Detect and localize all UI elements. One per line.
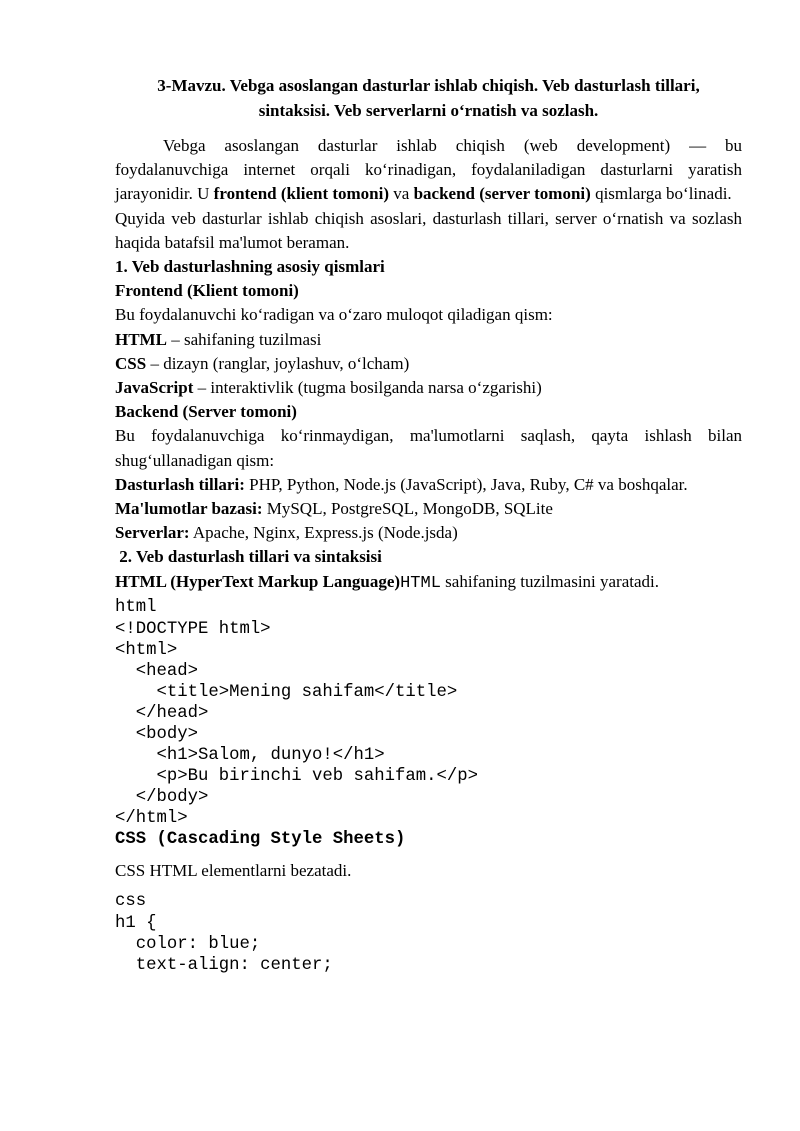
css-desc: – dizayn (ranglar, joylashuv, o‘lcham) (146, 353, 410, 373)
css-code-block: h1 { color: blue; text-align: center; (115, 914, 333, 976)
js-item (115, 376, 742, 400)
html-code-label: html (115, 597, 157, 617)
langs-item (115, 473, 742, 497)
section-1-heading: 1. Veb dasturlashning asosiy qismlari (115, 257, 385, 277)
frontend-heading: Frontend (Klient tomoni) (115, 281, 299, 301)
intro-frontend-term: frontend (klient tomoni) (213, 184, 390, 204)
section-2-heading: 2. Veb dasturlash tillari va sintaksisi (115, 547, 382, 567)
js-desc: – interaktivlik (tugma bosilganda narsa o‘zgarishi) (193, 378, 542, 398)
intro-text-start: Vebga asoslangan dasturlar ishlab chiqish (web development) — bu foydalanuvchiga internet orqali ko‘rinadigan, foydalaniladigan dasturlarni yaratish jarayonidir. U (115, 136, 742, 204)
title-line-2: sintaksisi. Veb serverlarni o‘rnatish va sozlash. (258, 100, 599, 120)
intro-paragraph-2: Quyida veb dasturlar ishlab chiqish asoslari, dasturlash tillari, server o‘rnatish va sozlash haqida batafsil ma'lumot beraman. (115, 208, 742, 252)
html-subheading-bold: HTML (HyperText Markup Language) (115, 571, 401, 591)
html-subheading-rest: sahifaning tuzilmasini yaratadi. (440, 571, 660, 591)
db-desc: MySQL, PostgreSQL, MongoDB, SQLite (262, 499, 553, 519)
html-subheading (115, 570, 742, 596)
frontend-description: Bu foydalanuvchi ko‘radigan va o‘zaro muloqot qiladigan qism: (115, 305, 553, 325)
intro-backend-term: backend (server tomoni) (413, 184, 591, 204)
servers-term: Serverlar: (115, 523, 190, 543)
langs-desc: PHP, Python, Node.js (JavaScript), Java, Ruby, C# va boshqalar. (244, 474, 688, 494)
html-subheading-mono: HTML (400, 573, 441, 593)
intro-paragraph (115, 134, 742, 207)
langs-term: Dasturlash tillari: (115, 474, 245, 494)
intro-text-mid: va (389, 184, 414, 204)
css-description: CSS HTML elementlarni bezatadi. (115, 860, 352, 880)
html-item (115, 328, 742, 352)
css-heading: CSS (Cascading Style Sheets) (115, 829, 406, 849)
servers-desc: Apache, Nginx, Express.js (Node.jsda) (189, 523, 458, 543)
document-title (115, 74, 742, 123)
css-term: CSS (115, 353, 147, 373)
backend-description: Bu foydalanuvchiga ko‘rinmaydigan, ma'lumotlarni saqlash, qayta ishlash bilan shug‘ullanadigan qism: (115, 426, 742, 470)
css-item (115, 352, 742, 376)
db-item (115, 497, 742, 521)
backend-heading: Backend (Server tomoni) (115, 402, 297, 422)
title-line-1: 3-Mavzu. Vebga asoslangan dasturlar ishlab chiqish. Veb dasturlash tillari, (157, 76, 700, 95)
html-code-block: <!DOCTYPE html> <html> <head> <title>Mening sahifam</title> </head> <body> <h1>Salom, dunyo!</h1> <p>Bu birinchi veb sahifam.</p> </body> </html> (115, 619, 478, 828)
document-page (115, 74, 742, 976)
servers-item (115, 521, 742, 545)
intro-text-end: qismlarga bo‘linadi. (590, 184, 732, 204)
html-term: HTML (115, 329, 167, 349)
db-term: Ma'lumotlar bazasi: (115, 499, 263, 519)
html-desc: – sahifaning tuzilmasi (166, 329, 322, 349)
js-term: JavaScript (115, 378, 194, 398)
css-code-label: css (115, 892, 147, 912)
